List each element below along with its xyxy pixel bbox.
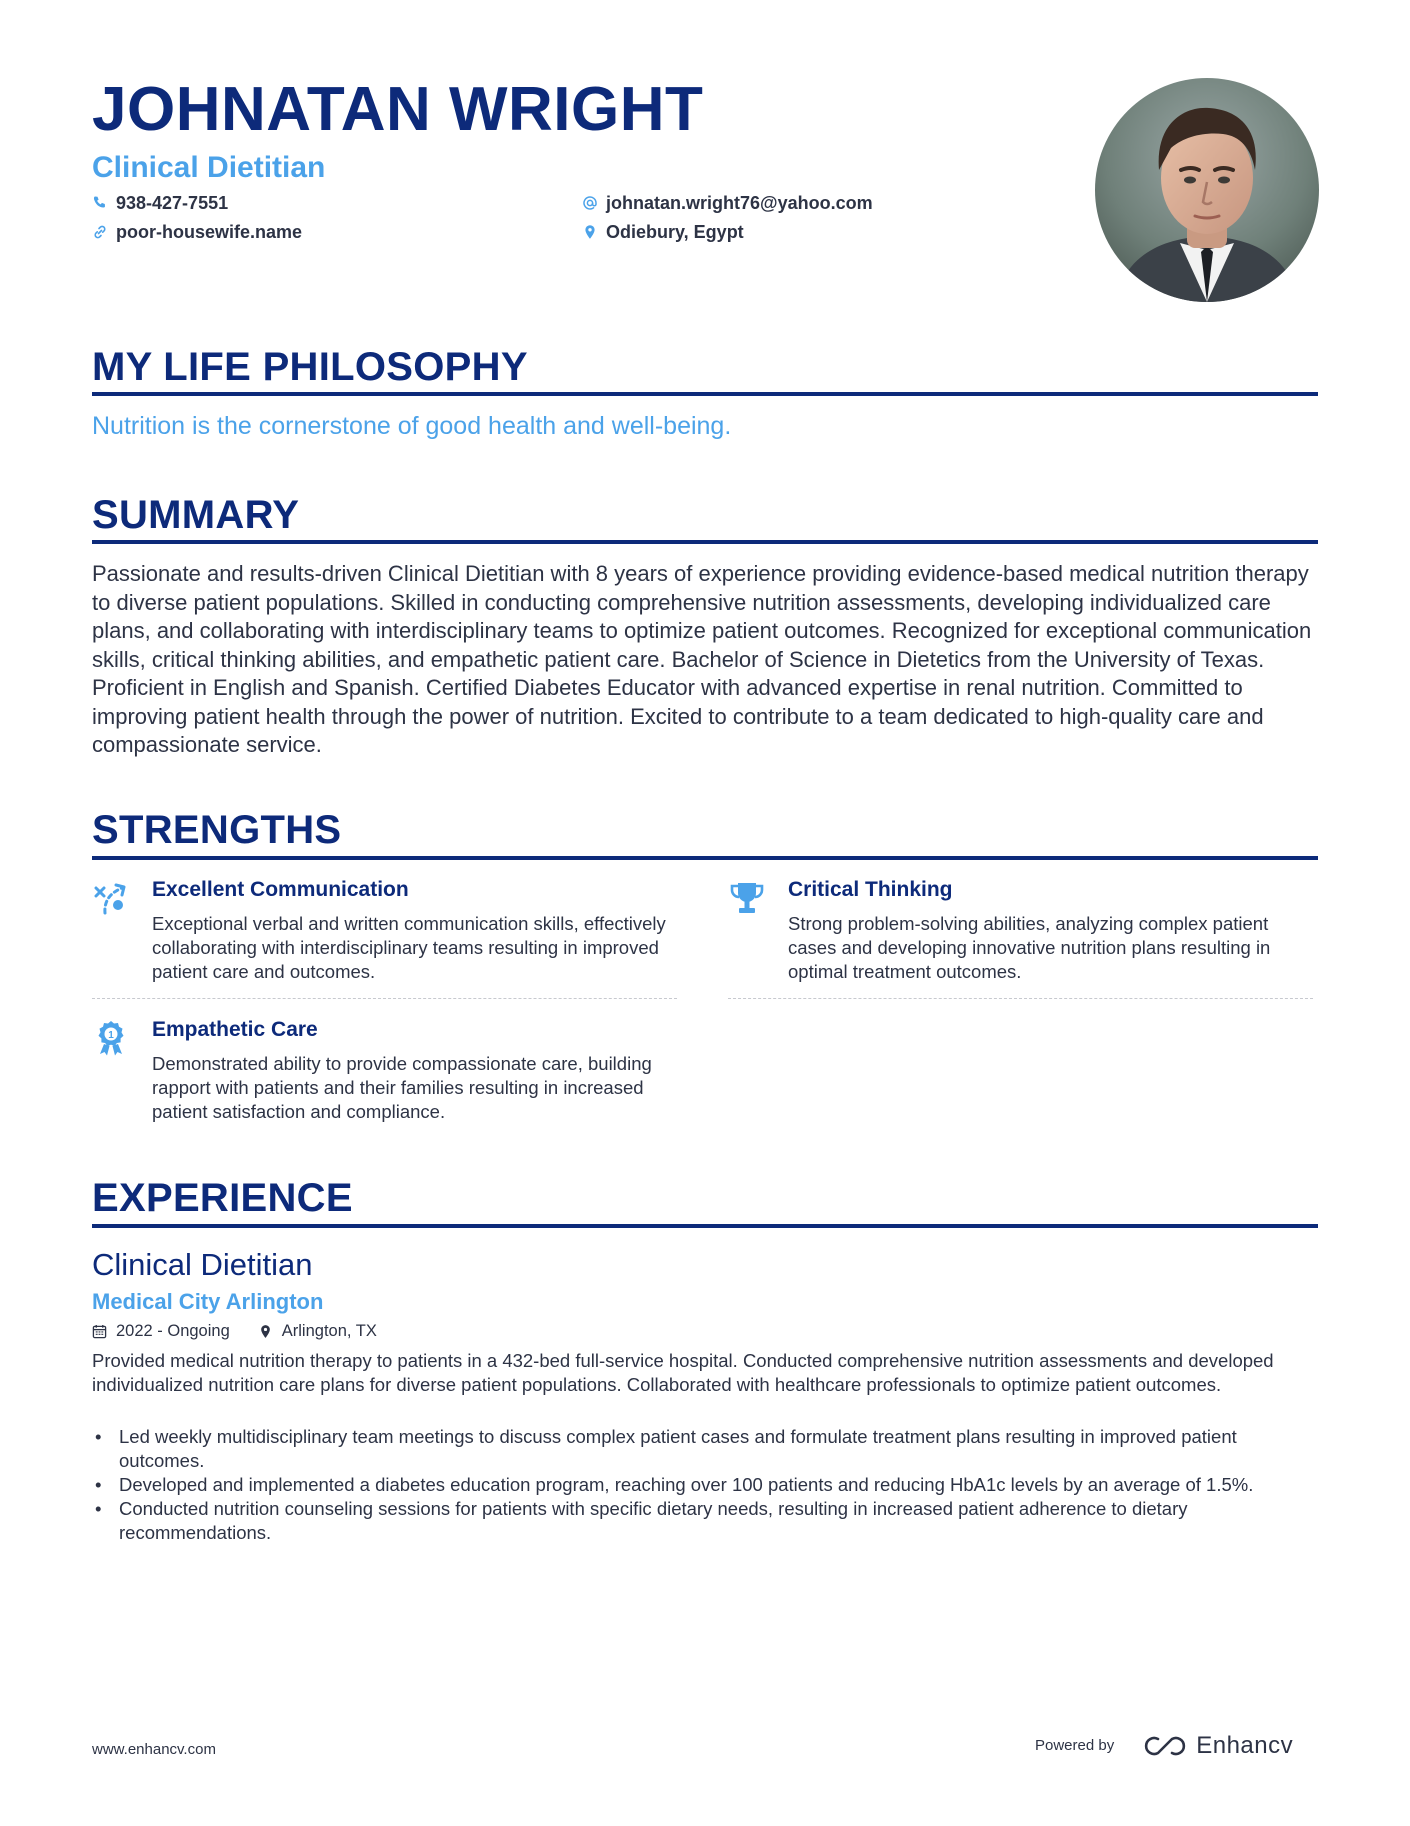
section-divider xyxy=(92,540,1318,544)
candidate-title: Clinical Dietitian xyxy=(92,151,326,184)
section-divider xyxy=(92,1224,1318,1228)
contact-location xyxy=(582,221,744,243)
list-item: • Led weekly multidisciplinary team meetings to discuss complex patient cases and formulate treatment plans resulting in improved patient outcomes. xyxy=(92,1425,1318,1473)
strength-description: Exceptional verbal and written communication skills, effectively collaborating with interdisciplinary teams resulting in improved patient care and outcomes. xyxy=(152,913,666,982)
phone-icon xyxy=(92,195,108,211)
summary-text: Passionate and results-driven Clinical Dietitian with 8 years of experience providing evidence-based medical nutrition therapy to diverse patient populations. Skilled in conducting comprehensive nutrition assessments, developing individualized care plans, and collaborating with interdisciplinary teams to optimize patient outcomes. Recognized for exceptional communication skills, critical thinking abilities, and empathetic patient care. Bachelor of Science in Dietetics from the University of Texas. Proficient in English and Spanish. Certified Diabetes Educator with advanced expertise in renal nutrition. Committed to improving patient health through the power of nutrition. Excited to contribute to a team dedicated to high-quality care and compassionate service. xyxy=(92,561,1312,757)
svg-text:1: 1 xyxy=(108,1030,114,1041)
contact-email[interactable] xyxy=(582,192,873,214)
strengths-heading: STRENGTHS xyxy=(92,808,342,852)
job-location-group xyxy=(258,1320,377,1342)
strength-divider xyxy=(728,998,1313,999)
footer-branding xyxy=(1035,1732,1293,1760)
award-ribbon-icon xyxy=(92,1019,130,1057)
experience-heading: EXPERIENCE xyxy=(92,1176,353,1220)
contact-phone xyxy=(92,192,228,214)
resume-page xyxy=(92,0,1318,1826)
phone-text: 938-427-7551 xyxy=(116,193,229,213)
email-text[interactable]: johnatan.wright76@yahoo.com xyxy=(606,193,873,213)
footer-website[interactable]: www.enhancv.com xyxy=(92,1741,216,1758)
job-description: Provided medical nutrition therapy to patients in a 432-bed full-service hospital. Conducted comprehensive nutrition assessments and developed individualized nutrition care plans for diverse patient populations. Collaborated with healthcare professionals to optimize patient outcomes. xyxy=(92,1350,1274,1395)
strength-description: Strong problem-solving abilities, analyzing complex patient cases and developing innovative nutrition plans resulting in optimal treatment outcomes. xyxy=(788,913,1271,982)
candidate-name: JOHNATAN WRIGHT xyxy=(92,75,704,144)
strength-title: Excellent Communication xyxy=(152,878,409,901)
strength-divider xyxy=(92,998,677,999)
contact-website[interactable] xyxy=(92,221,302,243)
trophy-icon xyxy=(728,879,766,917)
list-item: • Conducted nutrition counseling sessions for patients with specific dietary needs, resulting in increased patient adherence to dietary recommendations. xyxy=(92,1497,1318,1545)
strength-title: Critical Thinking xyxy=(788,878,953,901)
job-company: Medical City Arlington xyxy=(92,1289,324,1314)
section-divider xyxy=(92,392,1318,396)
location-pin-icon xyxy=(582,224,598,240)
powered-by-label: Powered by xyxy=(1035,1737,1115,1754)
calendar-icon xyxy=(92,1324,107,1339)
avatar xyxy=(1095,78,1319,302)
strength-description: Demonstrated ability to provide compassionate care, building rapport with patients and their families resulting in increased patient satisfaction and compliance. xyxy=(152,1053,652,1122)
at-sign-icon xyxy=(582,195,598,211)
philosophy-heading: MY LIFE PHILOSOPHY xyxy=(92,345,528,389)
brand-name: Enhancv xyxy=(1196,1732,1294,1759)
enhancv-logo-icon xyxy=(1142,1733,1188,1759)
job-achievements xyxy=(92,1425,1318,1545)
summary-heading: SUMMARY xyxy=(92,493,300,537)
brand-logo[interactable] xyxy=(1142,1732,1293,1760)
section-divider xyxy=(92,856,1318,860)
list-item: • Developed and implemented a diabetes education program, reaching over 100 patients and reducing HbA1c levels by an average of 1.5%. xyxy=(92,1473,1318,1497)
job-title: Clinical Dietitian xyxy=(92,1247,313,1282)
website-text[interactable]: poor-housewife.name xyxy=(116,222,303,242)
location-text: Odiebury, Egypt xyxy=(606,222,744,242)
job-meta xyxy=(92,1320,377,1342)
job-location: Arlington, TX xyxy=(281,1322,377,1340)
location-pin-icon xyxy=(258,1324,273,1339)
profile-photo xyxy=(1095,78,1319,302)
strategy-icon xyxy=(92,879,130,917)
job-dates: 2022 - Ongoing xyxy=(116,1322,230,1340)
philosophy-quote: Nutrition is the cornerstone of good health and well-being. xyxy=(92,412,732,440)
strength-title: Empathetic Care xyxy=(152,1018,318,1041)
link-icon xyxy=(92,224,108,240)
